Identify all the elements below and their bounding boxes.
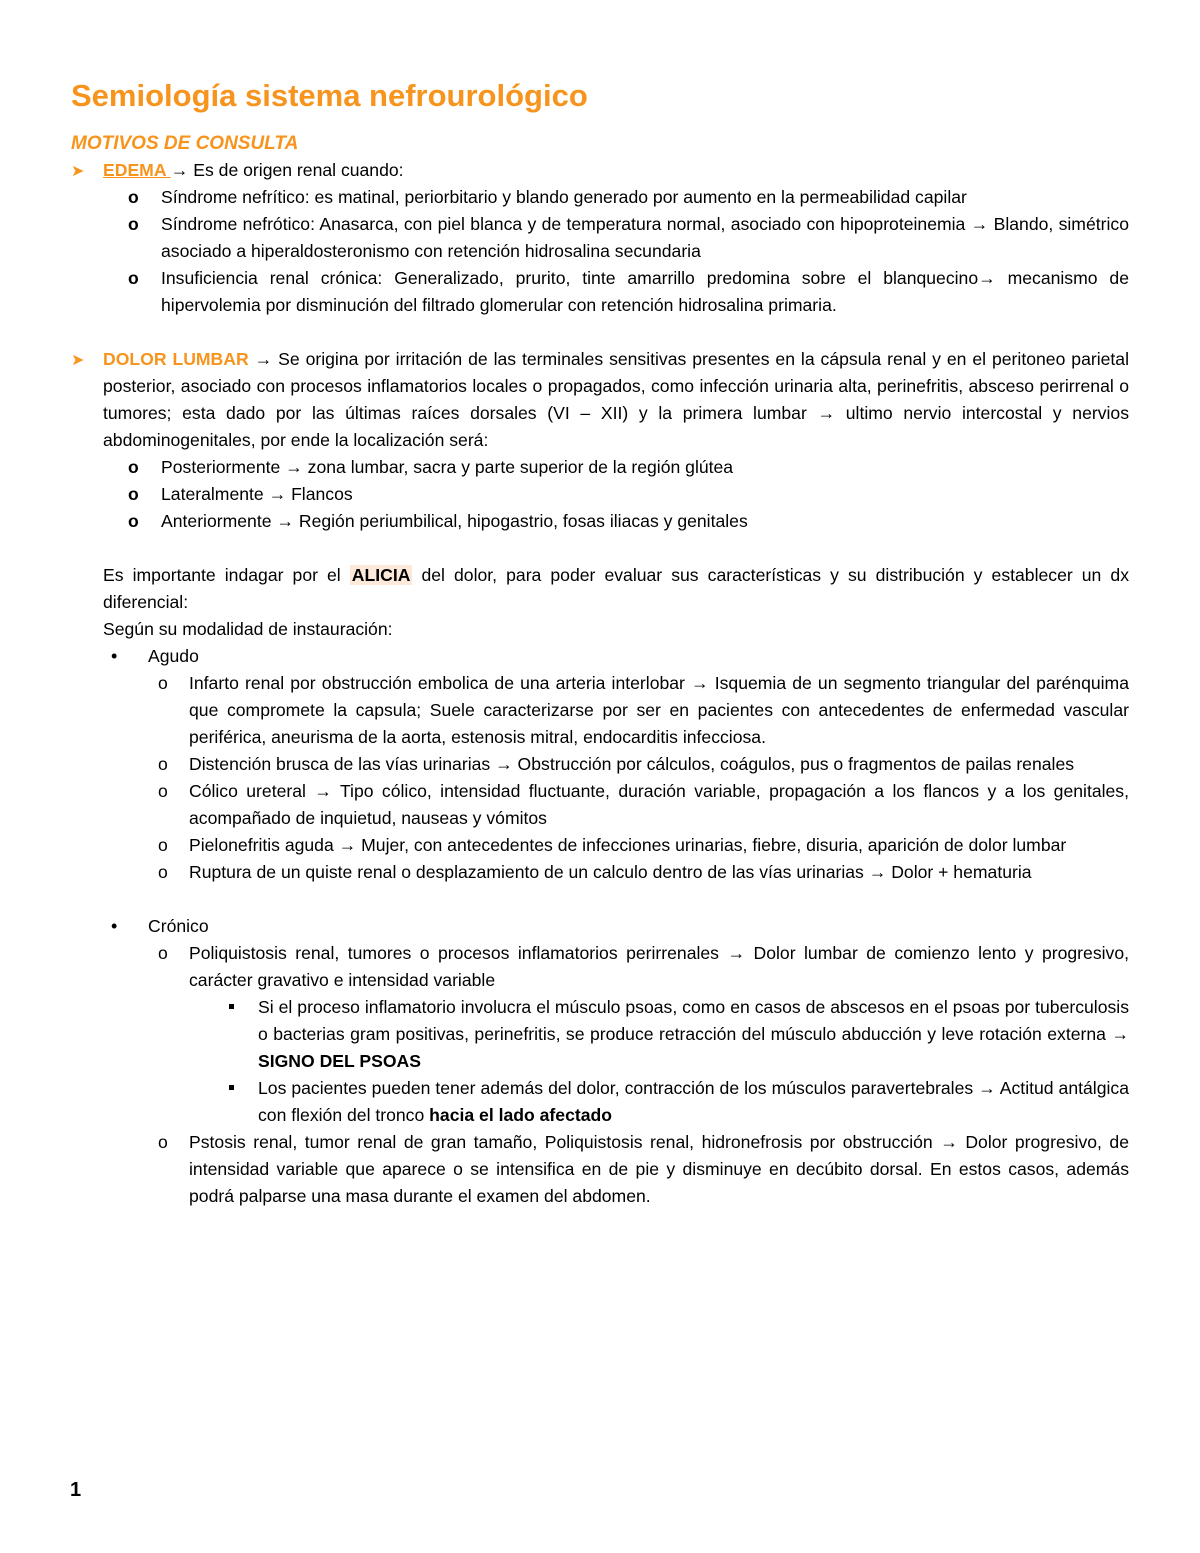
agudo-label: Agudo	[148, 646, 199, 666]
edema-label: EDEMA	[103, 160, 171, 180]
list-item	[148, 1075, 1129, 1129]
list-item: o Lateralmente → Flancos	[103, 481, 1129, 508]
cronico-item	[103, 913, 1129, 1210]
list-item: o Síndrome nefrótico: Anasarca, con piel blanca y de temperatura normal, asociado con hipoproteinemia → Blando, simétrico asociado a hiperaldosteronismo con retención hidrosalina secundaria	[103, 211, 1129, 265]
cronico-list	[103, 913, 1129, 1210]
list-item: o Síndrome nefrítico: es matinal, periorbitario y blando generado por aumento en la permeabilidad capilar	[103, 184, 1129, 211]
lumbar-list	[103, 454, 1129, 535]
agudo-item	[103, 643, 1129, 886]
section-heading: MOTIVOS DE CONSULTA	[71, 133, 299, 154]
importance-text: Es importante indagar por el	[103, 565, 350, 585]
importance-paragraph	[103, 562, 1129, 616]
highlight-alicia: ALICIA	[351, 565, 411, 585]
list-item	[148, 940, 1129, 1129]
psoas-text: Si el proceso inflamatorio involucra el músculo psoas, como en casos de abscesos en el psoas por tuberculosis o bacterias gram positivas, perinefritis, se produce retracción del músculo abducción y leve rotación externa →	[258, 997, 1129, 1044]
cronico-item1-text: Poliquistosis renal, tumores o procesos inflamatorios perirrenales → Dolor lumbar de comienzo lento y progresivo, carácter gravativo e intensidad variable	[189, 943, 1129, 990]
cronico-sublist	[148, 940, 1129, 1210]
chevron-right-icon: ➤	[71, 352, 85, 369]
lumbar-label: DOLOR LUMBAR	[103, 349, 249, 369]
psoas-sign: SIGNO DEL PSOAS	[258, 1051, 421, 1071]
list-item	[148, 994, 1129, 1075]
edema-intro: → Es de origen renal cuando:	[170, 160, 404, 180]
importance-text: del dolor, para poder evaluar sus características y su distribución y establecer un dx diferencial:	[103, 565, 1129, 612]
list-item: o Insuficiencia renal crónica: Generalizado, prurito, tinte amarrillo predomina sobre el blanquecino→ mecanismo de hipervolemia por disminución del filtrado glomerular con retención hidrosalina primaria.	[103, 265, 1129, 319]
list-item: o Anteriormente → Región periumbilical, hipogastrio, fosas iliacas y genitales	[103, 508, 1129, 535]
list-item: o Ruptura de un quiste renal o desplazamiento de un calculo dentro de las vías urinarias → Dolor + hematuria	[148, 859, 1129, 886]
lumbar-block	[71, 346, 1129, 454]
list-item: o Cólico ureteral → Tipo cólico, intensidad fluctuante, duración variable, propagación a los flancos y a los genitales, acompañado de inquietud, nauseas y vómitos	[148, 778, 1129, 832]
edema-block	[71, 157, 1129, 184]
list-item: o Distención brusca de las vías urinarias → Obstrucción por cálculos, coágulos, pus o fragmentos de pailas renales	[148, 751, 1129, 778]
list-item: o Pstosis renal, tumor renal de gran tamaño, Poliquistosis renal, hidronefrosis por obstrucción → Dolor progresivo, de intensidad variable que aparece o se intensifica en de pie y disminuye en decúbito dorsal. En estos casos, además podrá palparse una masa durante el examen del abdomen.	[148, 1129, 1129, 1210]
page-number: 1	[70, 1479, 82, 1501]
page-title: Semiología sistema nefrourológico	[71, 78, 588, 113]
list-item: o Pielonefritis aguda → Mujer, con antecedentes de infecciones urinarias, fiebre, disuria, aparición de dolor lumbar	[148, 832, 1129, 859]
cronico-label: Crónico	[148, 916, 209, 936]
lumbar-text: → Se origina por irritación de las terminales sensitivas presentes en la cápsula renal y en el peritoneo parietal posterior, asociado con procesos inflamatorios locales o propagados, como infección urinaria alta, perinefritis, absceso perirrenal o tumores; esta dado por las últimas raíces dorsales (VI – XII) y la primera lumbar → ultimo nervio intercostal y nervios abdominogenitales, por ende la localización será:	[103, 349, 1129, 450]
agudo-list	[103, 643, 1129, 886]
agudo-sublist	[148, 670, 1129, 886]
list-item: o Infarto renal por obstrucción embolica de una arteria interlobar → Isquemia de un segmento triangular del parénquima que compromete la capsula; Suele caracterizarse por ser en pacientes con antecedentes de enfermedad vascular periférica, aneurisma de la aorta, estenosis mitral, endocarditis infecciosa.	[148, 670, 1129, 751]
document-page	[71, 76, 1129, 1210]
paravertebral-text: Los pacientes pueden tener además del dolor, contracción de los músculos paravertebrales → Actitud antálgica con flexión del tronco	[258, 1078, 1129, 1125]
list-item: o Posteriormente → zona lumbar, sacra y parte superior de la región glútea	[103, 454, 1129, 481]
edema-list	[103, 184, 1129, 319]
instauracion-line: Según su modalidad de instauración:	[103, 619, 393, 639]
lado-afectado: hacia el lado afectado	[429, 1105, 613, 1125]
chevron-right-icon: ➤	[71, 163, 85, 180]
psoas-sublist	[148, 994, 1129, 1129]
